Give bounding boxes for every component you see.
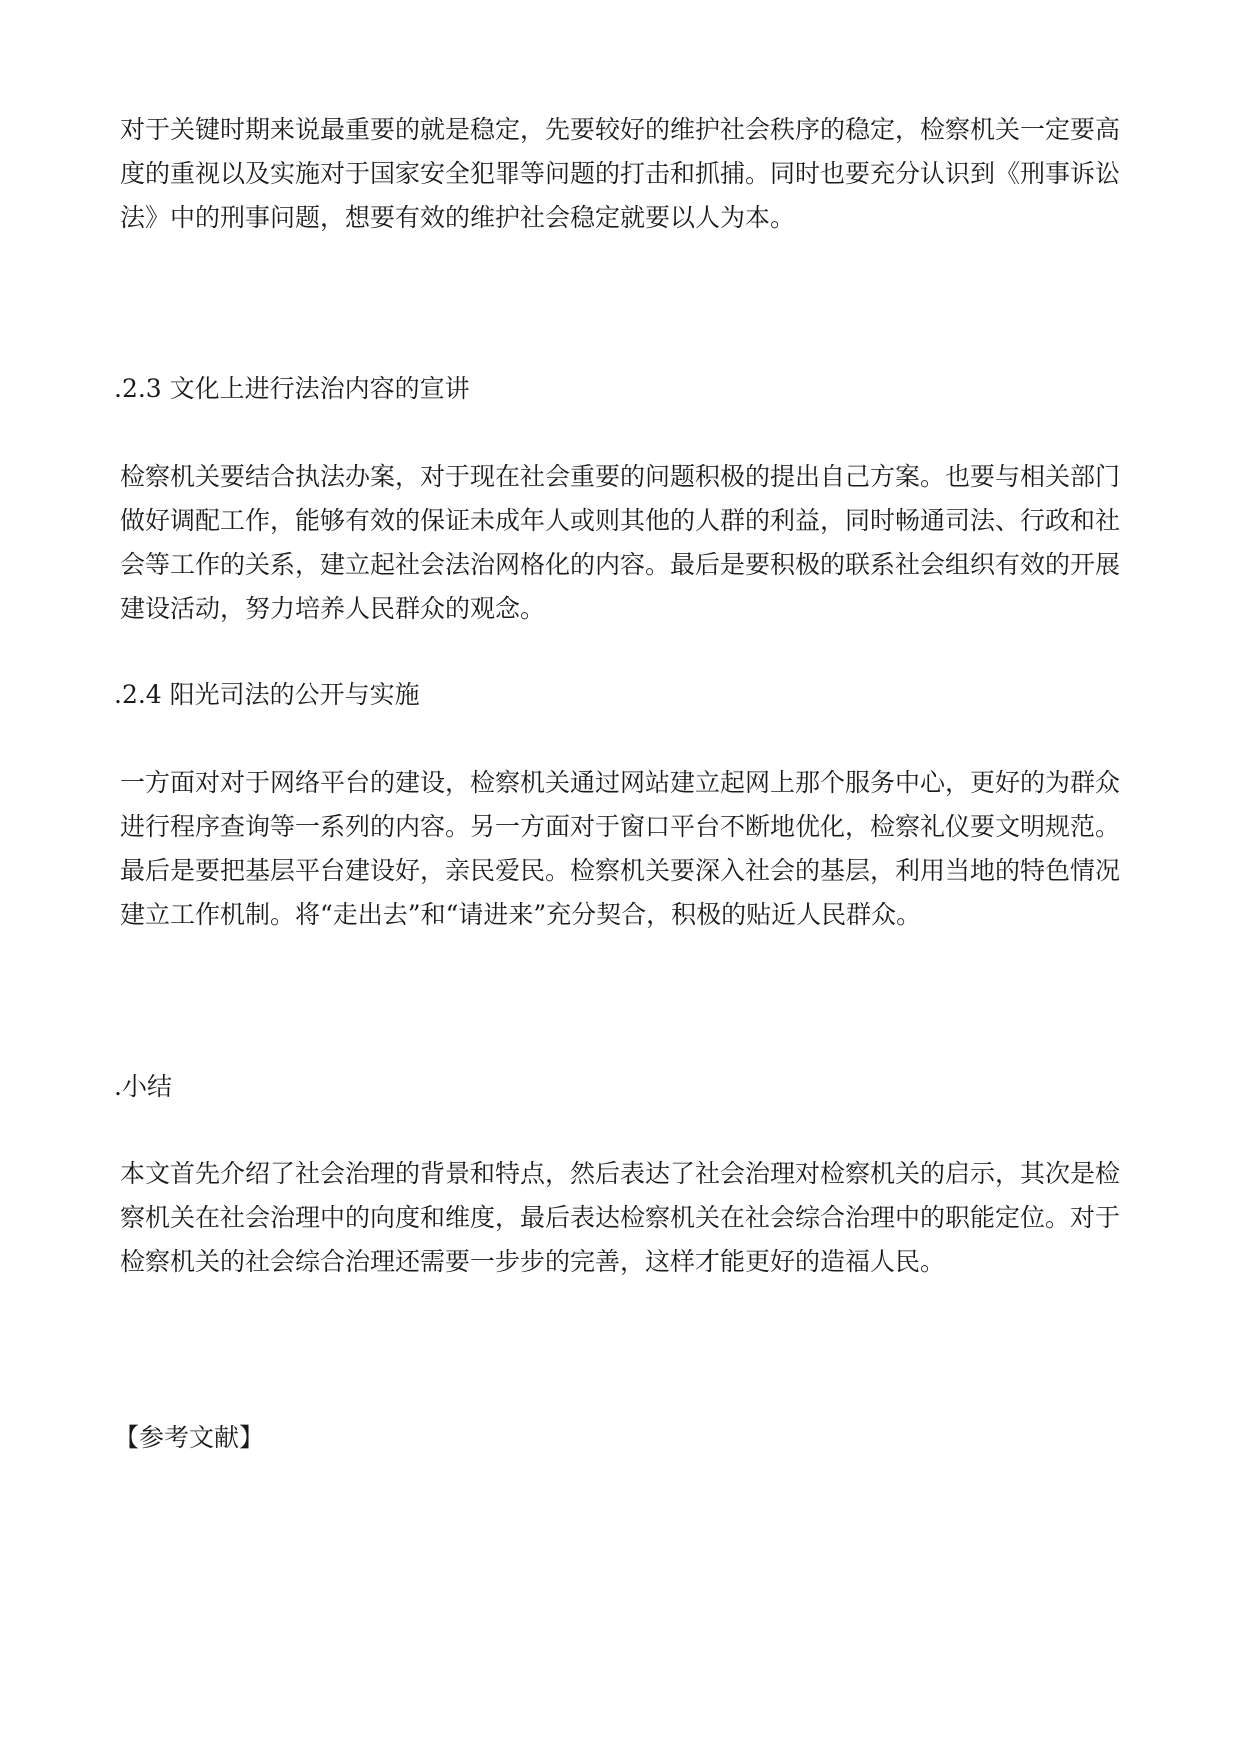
paragraph-stability: 对于关键时期来说最重要的就是稳定，先要较好的维护社会秩序的稳定，检察机关一定要高度的重视以及实施对于国家安全犯罪等问题的打击和抓捕。同时也要充分认识到《刑事诉讼法》中的刑事问题，想要有效的维护社会稳定就要以人为本。 bbox=[120, 115, 1121, 232]
paragraph-sunshine-justice: 一方面对对于网络平台的建设，检察机关通过网站建立起网上那个服务中心，更好的为群众进行程序查询等一系列的内容。另一方面对于窗口平台不断地优化，检察礼仪要文明规范。最后是要把基层平台建设好，亲民爱民。检察机关要深入社会的基层，利用当地的特色情况建立工作机制。将“走出去”和“请进来”充分契合，积极的贴近人民群众。 bbox=[120, 768, 1121, 929]
section-heading-2-3: .2.3 文化上进行法治内容的宣讲 bbox=[114, 374, 470, 403]
references-heading: 【参考文献】 bbox=[114, 1423, 265, 1452]
section-heading-summary: .小结 bbox=[114, 1072, 172, 1101]
paragraph-summary: 本文首先介绍了社会治理的背景和特点，然后表达了社会治理对检察机关的启示，其次是检察机关在社会治理中的向度和维度，最后表达检察机关在社会综合治理中的职能定位。对于检察机关的社会综合治理还需要一步步的完善，这样才能更好的造福人民。 bbox=[120, 1159, 1121, 1276]
paragraph-law-enforcement: 检察机关要结合执法办案，对于现在社会重要的问题积极的提出自己方案。也要与相关部门做好调配工作，能够有效的保证未成年人或则其他的人群的利益，同时畅通司法、行政和社会等工作的关系，建立起社会法治网格化的内容。最后是要积极的联系社会组织有效的开展建设活动，努力培养人民群众的观念。 bbox=[120, 462, 1121, 623]
section-heading-2-4: .2.4 阳光司法的公开与实施 bbox=[114, 680, 420, 709]
